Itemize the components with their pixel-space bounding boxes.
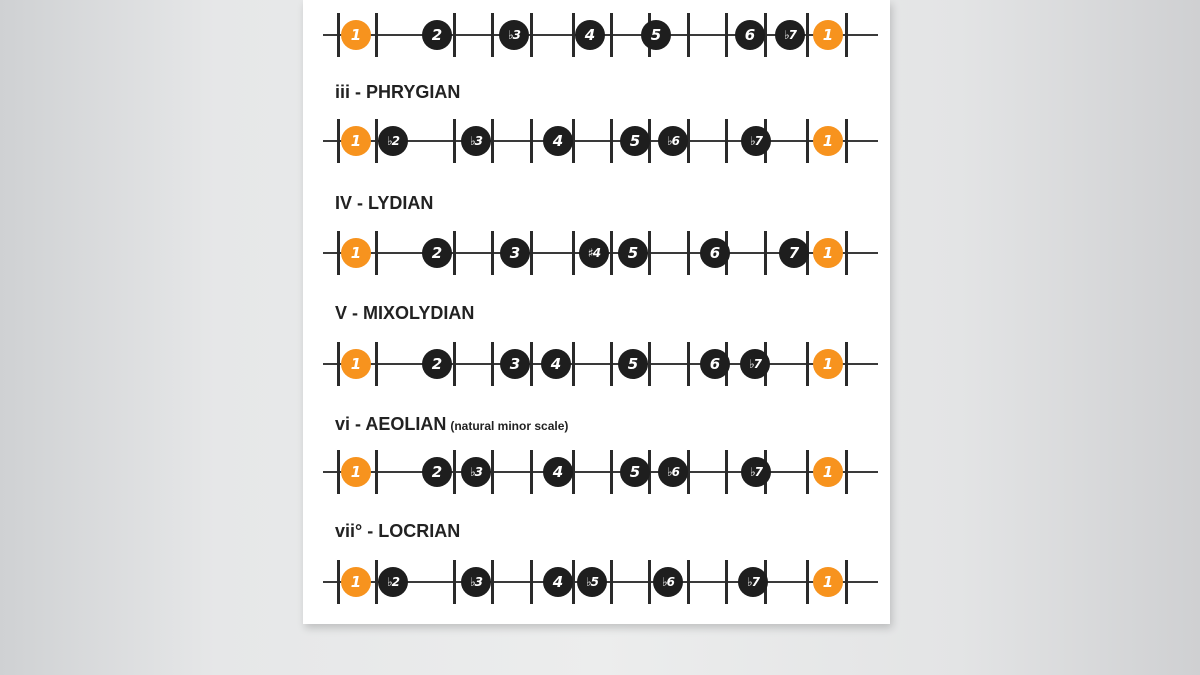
fret-line — [845, 13, 848, 57]
scale-degree-marker: 4 — [543, 126, 573, 156]
fret-line — [845, 231, 848, 275]
fret-line — [806, 342, 809, 386]
mode-title-phrygian — [335, 82, 460, 103]
scale-degree-marker: 5 — [618, 349, 648, 379]
mode-title-locrian — [335, 521, 460, 542]
fret-line — [530, 13, 533, 57]
fret-line — [337, 119, 340, 163]
fret-line — [845, 450, 848, 494]
fret-line — [375, 13, 378, 57]
scale-degree-marker: 3 — [500, 238, 530, 268]
scale-degree-marker: ♭3 — [461, 567, 491, 597]
fret-line — [337, 560, 340, 604]
scale-degree-marker: ♭3 — [499, 20, 529, 50]
fret-line — [806, 560, 809, 604]
scale-degree-marker: ♭6 — [658, 457, 688, 487]
fret-line — [530, 119, 533, 163]
fret-line — [530, 231, 533, 275]
root-note-marker: 1 — [341, 20, 371, 50]
scale-degree-marker: ♭3 — [461, 126, 491, 156]
fret-line — [610, 13, 613, 57]
root-note-marker: 1 — [813, 126, 843, 156]
scale-degree-marker: 2 — [422, 349, 452, 379]
mode-title-aeolian — [335, 414, 568, 435]
fret-line — [375, 450, 378, 494]
root-note-marker: 1 — [813, 349, 843, 379]
fret-line — [530, 450, 533, 494]
fret-line — [648, 231, 651, 275]
scale-degree-marker: ♯4 — [579, 238, 609, 268]
fret-line — [491, 342, 494, 386]
mode-title-lydian — [335, 193, 433, 214]
fretboard-strip-aeolian — [323, 444, 878, 500]
root-note-marker: 1 — [341, 238, 371, 268]
scale-degree-marker: 4 — [541, 349, 571, 379]
fret-line — [375, 342, 378, 386]
mode-title-text: IV - LYDIAN — [335, 193, 434, 213]
modes-poster — [303, 0, 890, 624]
fret-line — [806, 13, 809, 57]
fret-line — [491, 231, 494, 275]
fret-line — [610, 450, 613, 494]
mode-title-text: vii° - LOCRIAN — [335, 521, 461, 541]
fret-line — [610, 560, 613, 604]
fret-line — [764, 231, 767, 275]
root-note-marker: 1 — [341, 126, 371, 156]
fret-line — [530, 560, 533, 604]
fretboard-strip-lydian — [323, 225, 878, 281]
root-note-marker: 1 — [813, 20, 843, 50]
mode-title-text: vi - AEOLIAN — [335, 414, 447, 434]
fret-line — [491, 560, 494, 604]
scale-degree-marker: ♭6 — [653, 567, 683, 597]
fret-line — [453, 13, 456, 57]
scale-degree-marker: 7 — [779, 238, 809, 268]
fret-line — [725, 13, 728, 57]
scale-degree-marker: 5 — [618, 238, 648, 268]
root-note-marker: 1 — [813, 238, 843, 268]
mode-subtitle: (natural minor scale) — [450, 419, 569, 433]
root-note-marker: 1 — [341, 567, 371, 597]
root-note-marker: 1 — [341, 349, 371, 379]
scale-degree-marker: ♭3 — [461, 457, 491, 487]
fret-line — [453, 342, 456, 386]
scale-degree-marker: ♭7 — [738, 567, 768, 597]
scale-degree-marker: 2 — [422, 238, 452, 268]
scale-degree-marker: 2 — [422, 20, 452, 50]
scale-degree-marker: 6 — [700, 238, 730, 268]
fret-line — [453, 119, 456, 163]
fret-line — [453, 560, 456, 604]
fret-line — [806, 450, 809, 494]
mode-title-mixolydian — [335, 303, 474, 324]
fret-line — [491, 450, 494, 494]
fret-line — [572, 231, 575, 275]
fretboard-strip-phrygian — [323, 113, 878, 169]
scale-degree-marker: ♭2 — [378, 126, 408, 156]
fret-line — [725, 450, 728, 494]
fret-line — [687, 560, 690, 604]
root-note-marker: 1 — [813, 457, 843, 487]
fret-line — [648, 342, 651, 386]
fret-line — [375, 231, 378, 275]
fret-line — [806, 119, 809, 163]
fret-line — [725, 119, 728, 163]
scale-degree-marker: 4 — [543, 567, 573, 597]
scale-degree-marker: ♭7 — [741, 126, 771, 156]
fret-line — [337, 342, 340, 386]
scale-degree-marker: 3 — [500, 349, 530, 379]
scale-degree-marker: ♭7 — [775, 20, 805, 50]
string-line — [323, 363, 878, 365]
scale-degree-marker: ♭2 — [378, 567, 408, 597]
fret-line — [337, 450, 340, 494]
fret-line — [610, 119, 613, 163]
scale-degree-marker: 2 — [422, 457, 452, 487]
fret-line — [845, 119, 848, 163]
fret-line — [453, 450, 456, 494]
fret-line — [491, 13, 494, 57]
scale-degree-marker: ♭7 — [741, 457, 771, 487]
fretboard-strip-mixolydian — [323, 336, 878, 392]
scale-degree-marker: ♭5 — [577, 567, 607, 597]
scale-degree-marker: 6 — [700, 349, 730, 379]
fret-line — [337, 13, 340, 57]
scale-degree-marker: ♭6 — [658, 126, 688, 156]
fret-line — [687, 231, 690, 275]
root-note-marker: 1 — [341, 457, 371, 487]
scale-degree-marker: 5 — [620, 126, 650, 156]
fret-line — [337, 231, 340, 275]
fretboard-strip-dorian — [323, 7, 878, 63]
mode-title-text: V - MIXOLYDIAN — [335, 303, 475, 323]
fret-line — [610, 342, 613, 386]
mode-title-text: iii - PHRYGIAN — [335, 82, 461, 102]
fret-line — [530, 342, 533, 386]
scale-degree-marker: 6 — [735, 20, 765, 50]
scale-degree-marker: 5 — [641, 20, 671, 50]
fret-line — [845, 560, 848, 604]
root-note-marker: 1 — [813, 567, 843, 597]
fretboard-strip-locrian — [323, 554, 878, 610]
fret-line — [572, 342, 575, 386]
scale-degree-marker: 5 — [620, 457, 650, 487]
fret-line — [725, 560, 728, 604]
fret-line — [610, 231, 613, 275]
scale-degree-marker: 4 — [543, 457, 573, 487]
fret-line — [687, 13, 690, 57]
string-line — [323, 471, 878, 473]
scale-degree-marker: ♭7 — [740, 349, 770, 379]
fret-line — [491, 119, 494, 163]
fret-line — [845, 342, 848, 386]
fret-line — [687, 342, 690, 386]
fret-line — [648, 560, 651, 604]
fret-line — [453, 231, 456, 275]
scale-degree-marker: 4 — [575, 20, 605, 50]
